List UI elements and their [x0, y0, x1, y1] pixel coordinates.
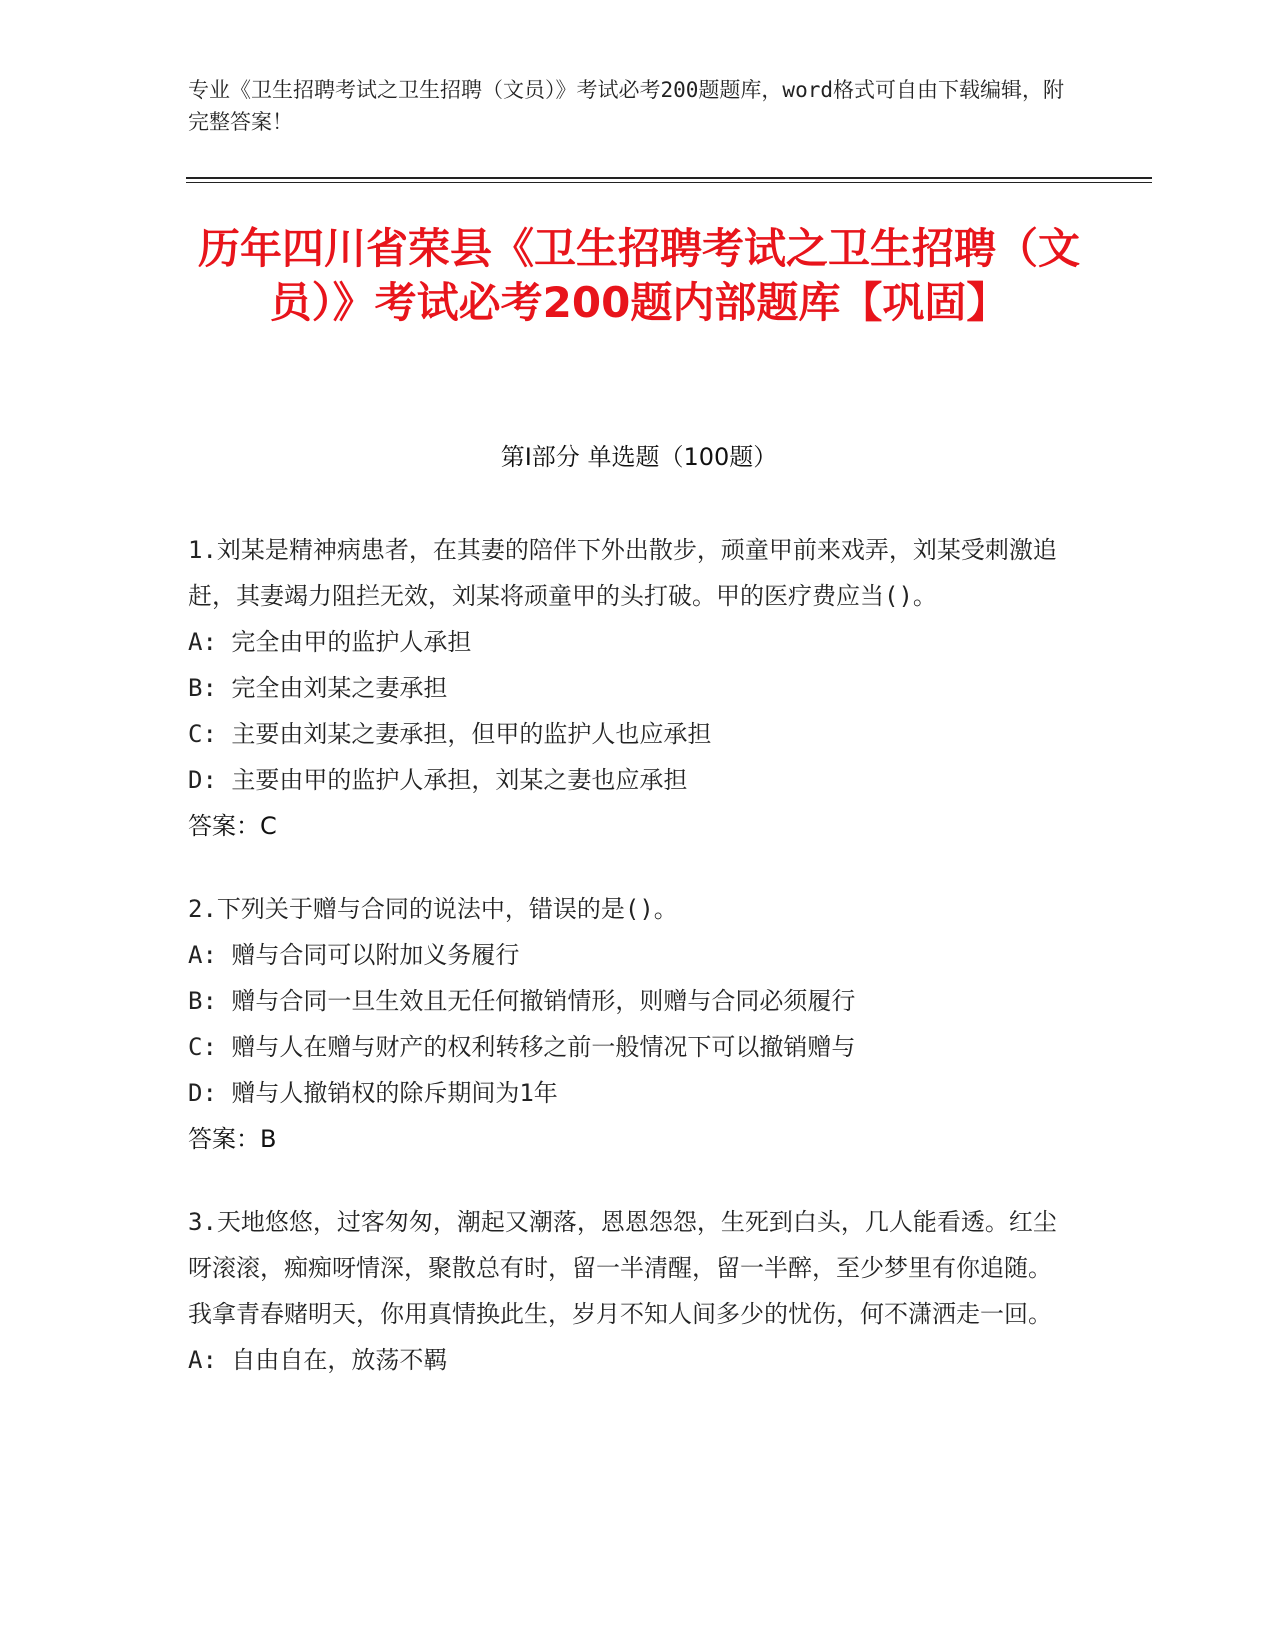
question-text: 3.天地悠悠，过客匆匆，潮起又潮落，恩恩怨怨，生死到白头，几人能看透。红尘呀滚滚，痴痴呀情深，聚散总有时，留一半清醒，留一半醉，至少梦里有你追随。我拿青春赌明天，你用真情换此生，岁月不知人间多少的忧伤，何不潇洒走一回。 — [188, 1208, 1057, 1328]
header-rule-thick — [186, 177, 1152, 179]
answer: 答案：C — [188, 812, 277, 840]
option-c: C: 主要由刘某之妻承担，但甲的监护人也应承担 — [188, 720, 712, 748]
question-2 — [188, 886, 1068, 1162]
section-heading: 第I部分 单选题（100题） — [500, 443, 778, 471]
answer: 答案：B — [188, 1125, 277, 1153]
document-title: 历年四川省荣县《卫生招聘考试之卫生招聘（文员）》考试必考200题内部题库【巩固】 — [197, 224, 1080, 327]
option-a: A: 赠与合同可以附加义务履行 — [188, 941, 520, 969]
header-note: 专业《卫生招聘考试之卫生招聘（文员）》考试必考200题题库，word格式可自由下载编辑，附完整答案！ — [188, 78, 1064, 134]
option-b: B: 赠与合同一旦生效且无任何撤销情形，则赠与合同必须履行 — [188, 987, 856, 1015]
option-d: D: 主要由甲的监护人承担，刘某之妻也应承担 — [188, 766, 688, 794]
header-rule-thin — [186, 182, 1152, 183]
question-text: 1.刘某是精神病患者，在其妻的陪伴下外出散步，顽童甲前来戏弄，刘某受刺激追赶，其妻竭力阻拦无效，刘某将顽童甲的头打破。甲的医疗费应当()。 — [188, 536, 1057, 610]
question-list — [188, 527, 1068, 1420]
question-3 — [188, 1199, 1068, 1383]
option-a: A: 完全由甲的监护人承担 — [188, 628, 472, 656]
option-a: A: 自由自在，放荡不羁 — [188, 1346, 448, 1374]
question-1 — [188, 527, 1068, 849]
option-b: B: 完全由刘某之妻承担 — [188, 674, 448, 702]
question-text: 2.下列关于赠与合同的说法中，错误的是()。 — [188, 895, 678, 923]
option-d: D: 赠与人撤销权的除斥期间为1年 — [188, 1079, 558, 1107]
option-c: C: 赠与人在赠与财产的权利转移之前一般情况下可以撤销赠与 — [188, 1033, 856, 1061]
